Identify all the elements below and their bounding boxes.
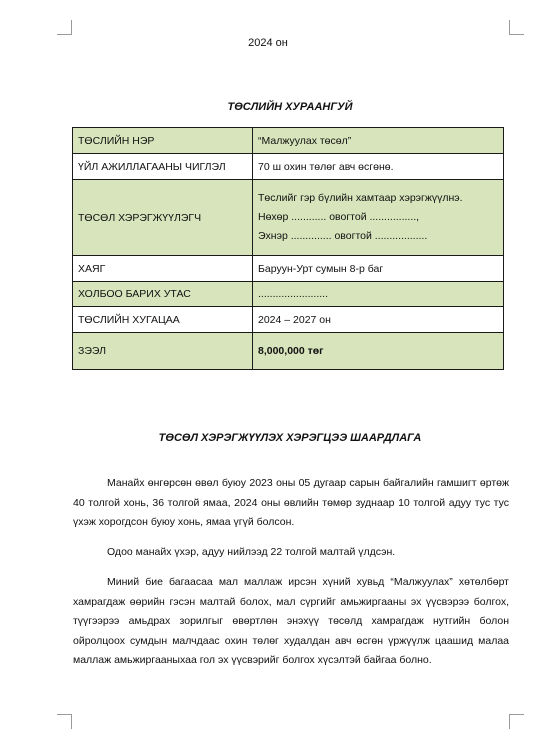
duration-label: ТӨСЛИЙН ХУГАЦАА <box>73 307 253 333</box>
activity-value: 70 ш охин төлөг авч өсгөнө. <box>253 154 504 180</box>
phone-value: ........................ <box>253 282 504 307</box>
paragraph-disaster-losses: Манайх өнгөрсөн өвөл буюу 2023 оны 05 дугаар сарын байгалийн гамшигт өртөж 40 толгой хонь, 36 толгой ямаа, 2024 оны өвлийн төмөр зуднаар 10 толгой адуу тус тус үхэж хорогдсон буюу хонь, ямаа үгүй болсон. <box>73 477 509 529</box>
implementer-line-3: Эхнэр .............. овогтой .................. <box>258 230 428 242</box>
table-row <box>73 180 504 256</box>
project-name-label: ТӨСЛИЙН НЭР <box>73 128 253 154</box>
loan-label: ЗЭЭЛ <box>73 333 253 370</box>
table-row <box>73 333 504 370</box>
needs-section-title: ТӨСӨЛ ХЭРЭГЖҮҮЛЭХ ХЭРЭГЦЭЭ ШААРДЛАГА <box>158 432 422 444</box>
table-row <box>73 128 504 154</box>
page-corner-mark-bottom-left <box>57 714 72 729</box>
loan-value: 8,000,000 төг <box>253 333 504 370</box>
table-row <box>73 282 504 307</box>
activity-label: ҮЙЛ АЖИЛЛАГААНЫ ЧИГЛЭЛ <box>73 154 253 180</box>
phone-label: ХОЛБОО БАРИХ УТАС <box>73 282 253 307</box>
paragraph-motivation: Миний бие багаасаа мал маллаж ирсэн хүний хувьд “Малжуулах” хөтөлбөрт хамрагдаж өөрийн гэсэн малтай болох, мал сүргийг амьжиргааны эх үүсвэрээ болгох, түүгээрээ амьдрах зорилгыг өвөртлөн энэхүү төсөлд хамрагдаж нутгийн болон ойролцоох сумдын малчдаас охин төлөг худалдан авч өсгөн үржүүлж цаашид малаа маллаж амьжиргааныхаа гол эх үүсвэрийг болгох хүсэлтэй байгаа болно. <box>73 576 509 667</box>
address-label: ХАЯГ <box>73 256 253 282</box>
table-row <box>73 307 504 333</box>
address-value: Баруун-Урт сумын 8-р баг <box>253 256 504 282</box>
page-corner-mark-top-left <box>57 20 72 35</box>
page-header-year: 2024 он <box>248 37 288 49</box>
project-summary-table <box>72 127 504 370</box>
table-row <box>73 256 504 282</box>
paragraph-remaining-livestock: Одоо манайх үхэр, адуу нийлээд 22 толгой малтай үлдсэн. <box>107 546 396 558</box>
project-name-value: “Малжуулах төсөл” <box>253 128 504 154</box>
summary-title: ТӨСЛИЙН ХУРААНГУЙ <box>227 101 353 113</box>
implementer-value <box>253 180 504 256</box>
duration-value: 2024 – 2027 он <box>253 307 504 333</box>
page-corner-mark-top-right <box>509 20 524 35</box>
page-corner-mark-bottom-right <box>509 714 524 729</box>
table-row <box>73 154 504 180</box>
implementer-line-1: Төслийг гэр бүлийн хамтаар хэрэгжүүлнэ. <box>258 192 463 204</box>
implementer-line-2: Нөхөр ............ овогтой ................, <box>258 211 420 223</box>
implementer-label: ТӨСӨЛ ХЭРЭГЖҮҮЛЭГЧ <box>73 180 253 256</box>
